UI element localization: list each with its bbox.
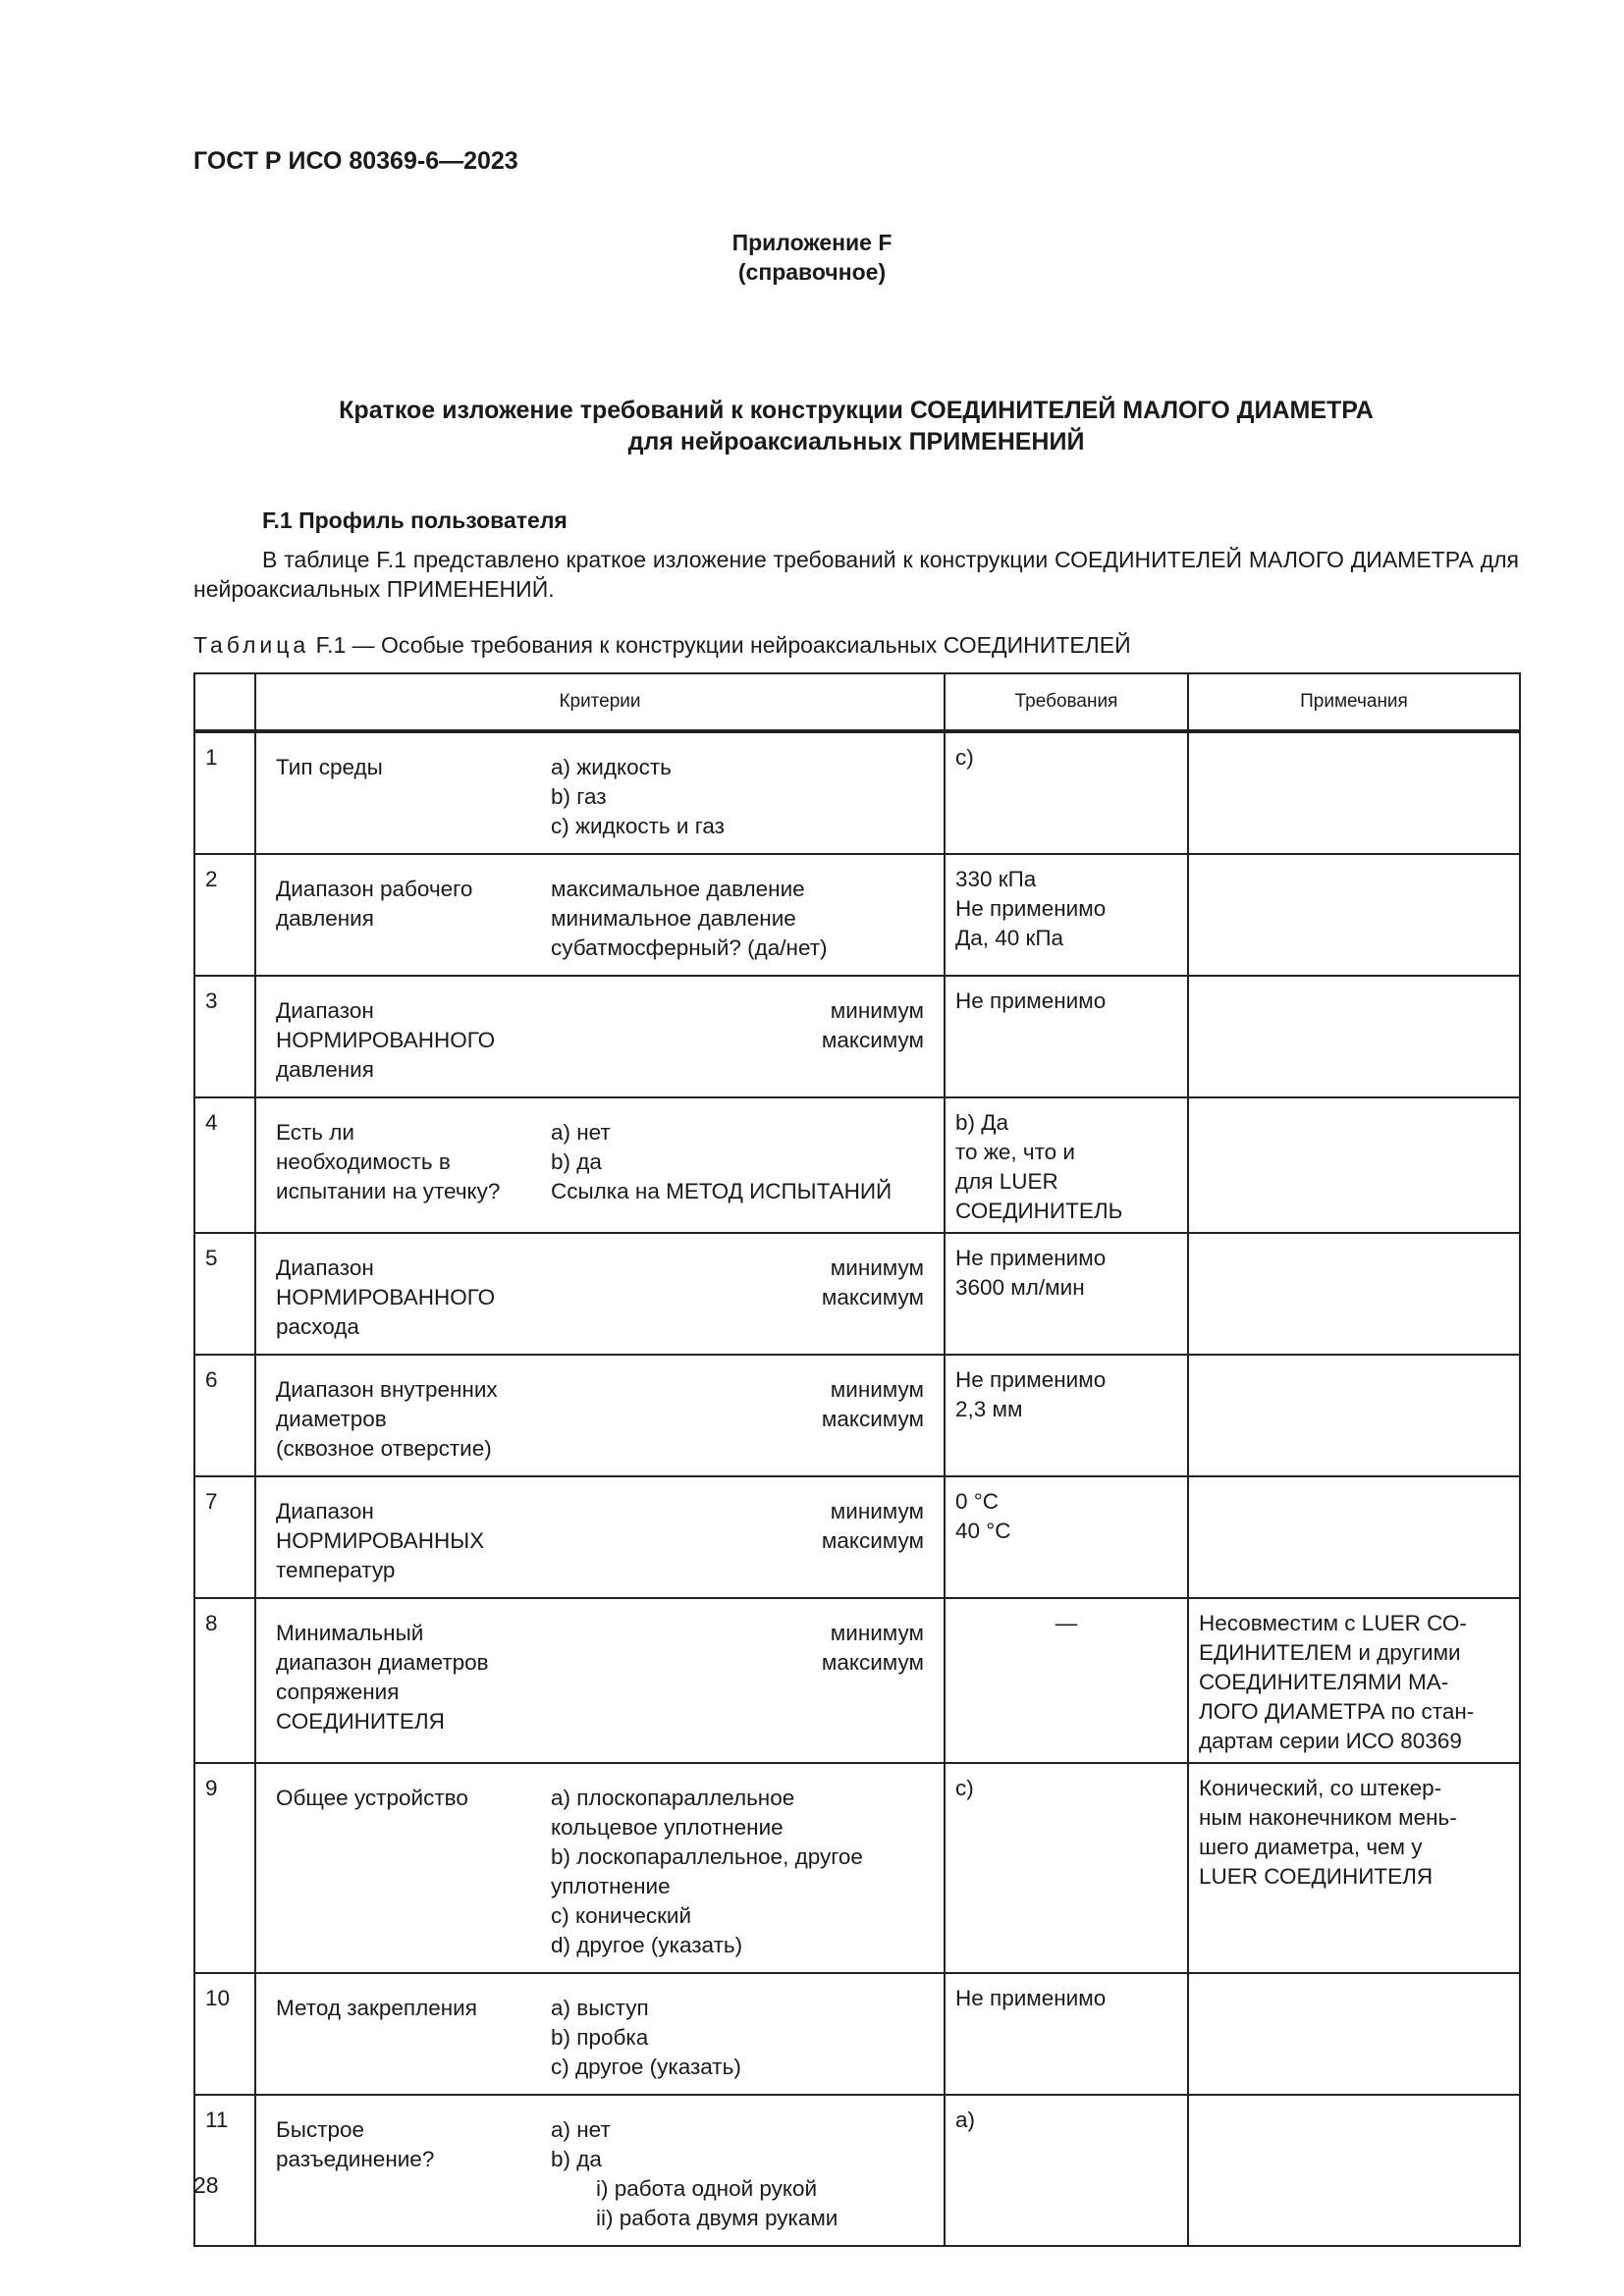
note-cell: [1188, 1097, 1520, 1233]
requirement-cell: [945, 1097, 1188, 1233]
requirement-line: для LUER: [955, 1169, 1058, 1194]
note-line: ЛОГО ДИАМЕТРА по стан-: [1199, 1699, 1475, 1724]
criterion-name-line: давления: [276, 906, 374, 931]
table-row: [194, 1973, 1520, 2095]
criterion-options: [551, 1118, 924, 1206]
table-row: [194, 1476, 1520, 1598]
criterion-name-line: Диапазон: [276, 1499, 374, 1523]
criterion-option: с) конический: [551, 1903, 692, 1928]
criterion-name-line: Общее устройство: [276, 1786, 468, 1810]
note-cell: [1188, 976, 1520, 1097]
note-cell: [1188, 731, 1520, 854]
row-number: 5: [194, 1233, 255, 1355]
criterion-option: d) другое (указать): [551, 1933, 743, 1957]
criterion-name-line: СОЕДИНИТЕЛЯ: [276, 1709, 445, 1734]
criterion-options: [551, 996, 924, 1085]
requirement-line: 2,3 мм: [955, 1397, 1023, 1421]
row-number: 8: [194, 1598, 255, 1763]
criterion-option: а) жидкость: [551, 755, 672, 779]
criterion-option: минимум: [830, 1621, 924, 1645]
criterion-options: [551, 1497, 924, 1585]
criterion-option: минимум: [830, 998, 924, 1023]
requirement-line: с): [955, 745, 974, 770]
requirement-line: Не применимо: [955, 896, 1107, 921]
table-row: [194, 731, 1520, 854]
criterion-name-line: Есть ли: [276, 1120, 354, 1145]
criteria-cell: [255, 2095, 945, 2246]
requirement-line: Да, 40 кПа: [955, 926, 1064, 950]
criterion-option: уплотнение: [551, 1874, 671, 1898]
criterion-option: максимум: [821, 1528, 924, 1553]
criteria-cell: [255, 731, 945, 854]
note-cell: [1188, 1233, 1520, 1355]
row-number: 3: [194, 976, 255, 1097]
criterion-name-line: НОРМИРОВАННЫХ: [276, 1528, 485, 1553]
requirement-line: Не применимо: [955, 1246, 1107, 1270]
criterion-name: [276, 1375, 551, 1464]
requirement-line: Не применимо: [955, 1367, 1107, 1392]
criterion-name-line: температур: [276, 1558, 396, 1582]
criterion-name-line: Диапазон: [276, 998, 374, 1023]
header-number: [194, 673, 255, 731]
criterion-option: а) выступ: [551, 1996, 649, 2020]
requirement-cell: [945, 854, 1188, 976]
criterion-options: [551, 875, 924, 963]
criterion-name-line: Диапазон рабочего: [276, 877, 473, 901]
note-line: дартам серии ИСО 80369: [1199, 1729, 1462, 1753]
criterion-name: [276, 1254, 551, 1342]
criterion-option: b) лоскопараллельное, другое: [551, 1844, 863, 1869]
requirement-line: 0 °C: [955, 1489, 1000, 1514]
header-notes: Примечания: [1188, 673, 1520, 731]
table-row: [194, 1233, 1520, 1355]
criterion-options: [551, 1784, 924, 1960]
criteria-cell: [255, 1763, 945, 1973]
header-requirements: Требования: [945, 673, 1188, 731]
requirement-line: а): [955, 2108, 976, 2132]
criterion-name-line: НОРМИРОВАННОГО: [276, 1028, 496, 1052]
row-number: 1: [194, 731, 255, 854]
requirement-line: 330 кПа: [955, 867, 1037, 891]
table-row: [194, 1598, 1520, 1763]
criterion-options: [551, 1375, 924, 1464]
criterion-name: [276, 1118, 551, 1206]
criterion-option: минимальное давление: [551, 906, 796, 931]
table-caption: [193, 632, 1131, 659]
requirement-cell: [945, 1973, 1188, 2095]
criterion-option: b) да: [551, 1149, 602, 1174]
row-number: 4: [194, 1097, 255, 1233]
title-line-2: для нейроаксиальных ПРИМЕНЕНИЙ: [627, 428, 1085, 455]
criterion-option: ii) работа двумя руками: [596, 2206, 839, 2230]
requirement-line: b) Да: [955, 1110, 1009, 1135]
table-row: [194, 976, 1520, 1097]
note-line: шего диаметра, чем у: [1199, 1835, 1423, 1859]
document-code: ГОСТ Р ИСО 80369-6—2023: [193, 147, 518, 175]
criterion-name-line: Метод закрепления: [276, 1996, 477, 2020]
requirement-line: 40 °C: [955, 1519, 1011, 1543]
annex-title: Приложение F: [731, 230, 893, 255]
criterion-options: [551, 1254, 924, 1342]
table-body: [194, 731, 1520, 2246]
note-cell: [1188, 1973, 1520, 2095]
criterion-name: [276, 996, 551, 1085]
criterion-option: минимум: [830, 1377, 924, 1402]
criterion-option: максимум: [821, 1028, 924, 1052]
table-row: [194, 1763, 1520, 1973]
note-cell: [1188, 1763, 1520, 1973]
criterion-option: b) газ: [551, 784, 607, 809]
criterion-option: а) нет: [551, 1120, 611, 1145]
note-cell: [1188, 1355, 1520, 1476]
annex-heading: [0, 228, 1624, 287]
criterion-option: с) жидкость и газ: [551, 814, 725, 838]
requirement-cell: [945, 731, 1188, 854]
row-number: 11: [194, 2095, 255, 2246]
criterion-option: субатмосферный? (да/нет): [551, 935, 828, 960]
criterion-option: с) другое (указать): [551, 2055, 741, 2079]
criterion-name-line: диапазон диаметров: [276, 1650, 489, 1675]
criterion-name-line: давления: [276, 1057, 374, 1082]
criterion-options: [551, 753, 924, 841]
criteria-cell: [255, 1233, 945, 1355]
criterion-name-line: Диапазон внутренних: [276, 1377, 498, 1402]
section-paragraph: [193, 545, 1519, 604]
criterion-options: [551, 1994, 924, 2082]
criteria-cell: [255, 1476, 945, 1598]
criterion-option: b) да: [551, 2147, 602, 2171]
requirement-line: СОЕДИНИТЕЛЬ: [955, 1199, 1123, 1223]
criterion-option: кольцевое уплотнение: [551, 1815, 784, 1840]
note-line: Несовместим с LUER СО-: [1199, 1611, 1467, 1635]
criterion-option: максимальное давление: [551, 877, 805, 901]
criterion-name-line: Диапазон: [276, 1255, 374, 1280]
criterion-name-line: разъединение?: [276, 2147, 435, 2171]
criterion-name-line: расхода: [276, 1314, 359, 1339]
requirements-table: [193, 672, 1521, 2247]
annex-type: (справочное): [737, 259, 887, 285]
section-paragraph-text: В таблице F.1 представлено краткое изложение требований к конструкции СОЕДИНИТЕЛЕЙ МАЛОГО ДИАМЕТРА для нейроаксиальных ПРИМЕНЕНИЙ.: [193, 547, 1519, 602]
table-row: [194, 1097, 1520, 1233]
criterion-name-line: Быстрое: [276, 2117, 365, 2142]
section-title: F.1 Профиль пользователя: [262, 507, 568, 533]
row-number: 6: [194, 1355, 255, 1476]
requirement-cell: [945, 1476, 1188, 1598]
criterion-option: а) плоскопараллельное: [551, 1786, 795, 1810]
criterion-name-line: Минимальный: [276, 1621, 424, 1645]
criteria-cell: [255, 854, 945, 976]
table-caption-text: F.1 — Особые требования к конструкции нейроаксиальных СОЕДИНИТЕЛЕЙ: [309, 632, 1131, 658]
criterion-name: [276, 753, 551, 841]
criterion-name-line: испытании на утечку?: [276, 1179, 501, 1203]
row-number: 10: [194, 1973, 255, 2095]
criterion-option: Ссылка на МЕТОД ИСПЫТАНИЙ: [551, 1179, 893, 1203]
requirement-cell: [945, 1763, 1188, 1973]
criterion-option: максимум: [821, 1650, 924, 1675]
criterion-name-line: сопряжения: [276, 1680, 400, 1704]
criterion-options: [551, 2115, 924, 2233]
criterion-name: [276, 1619, 551, 1736]
requirement-cell: [945, 1355, 1188, 1476]
note-line: ным наконечником мень-: [1199, 1805, 1457, 1830]
criteria-cell: [255, 1598, 945, 1763]
note-cell: [1188, 2095, 1520, 2246]
requirement-line: Не применимо: [955, 1986, 1107, 2010]
requirement-cell: [945, 976, 1188, 1097]
note-line: СОЕДИНИТЕЛЯМИ МА-: [1199, 1670, 1449, 1694]
header-criteria: Критерии: [255, 673, 945, 731]
note-line: LUER СОЕДИНИТЕЛЯ: [1199, 1864, 1434, 1889]
criterion-option: максимум: [821, 1285, 924, 1309]
requirement-cell: [945, 2095, 1188, 2246]
requirement-line: —: [1055, 1611, 1078, 1635]
criterion-options: [551, 1619, 924, 1736]
criteria-cell: [255, 1097, 945, 1233]
requirement-line: с): [955, 1776, 974, 1800]
page-number: 28: [193, 2172, 219, 2198]
annex-main-title: [0, 395, 1624, 457]
requirement-line: то же, что и: [955, 1140, 1075, 1164]
note-cell: [1188, 1598, 1520, 1763]
criterion-name: [276, 2115, 551, 2233]
note-cell: [1188, 1476, 1520, 1598]
criterion-option: i) работа одной рукой: [596, 2176, 818, 2201]
table-row: [194, 1355, 1520, 1476]
note-line: ЕДИНИТЕЛЕМ и другими: [1199, 1640, 1461, 1665]
row-number: 7: [194, 1476, 255, 1598]
title-line-1: Краткое изложение требований к конструкции СОЕДИНИТЕЛЕЙ МАЛОГО ДИАМЕТРА: [339, 397, 1374, 424]
table-header-row: [194, 673, 1520, 731]
requirement-cell: [945, 1598, 1188, 1763]
row-number: 9: [194, 1763, 255, 1973]
table-row: [194, 2095, 1520, 2246]
requirement-line: 3600 мл/мин: [955, 1275, 1085, 1300]
criterion-option: минимум: [830, 1499, 924, 1523]
criteria-cell: [255, 1355, 945, 1476]
criterion-name: [276, 1784, 551, 1960]
criterion-name-line: необходимость в: [276, 1149, 451, 1174]
criterion-option: b) пробка: [551, 2025, 649, 2050]
criterion-name-line: диаметров: [276, 1407, 387, 1431]
note-line: Конический, со штекер-: [1199, 1776, 1442, 1800]
criterion-option: максимум: [821, 1407, 924, 1431]
criterion-option: а) нет: [551, 2117, 611, 2142]
criterion-name: [276, 1994, 551, 2082]
criteria-cell: [255, 976, 945, 1097]
criteria-cell: [255, 1973, 945, 2095]
requirement-line: Не применимо: [955, 988, 1107, 1013]
criterion-name: [276, 1497, 551, 1585]
table-caption-prefix: Таблица: [193, 632, 310, 658]
row-number: 2: [194, 854, 255, 976]
table-row: [194, 854, 1520, 976]
criterion-name: [276, 875, 551, 963]
criterion-option: минимум: [830, 1255, 924, 1280]
criterion-name-line: (сквозное отверстие): [276, 1436, 492, 1461]
requirement-cell: [945, 1233, 1188, 1355]
note-cell: [1188, 854, 1520, 976]
criterion-name-line: Тип среды: [276, 755, 383, 779]
criterion-name-line: НОРМИРОВАННОГО: [276, 1285, 496, 1309]
